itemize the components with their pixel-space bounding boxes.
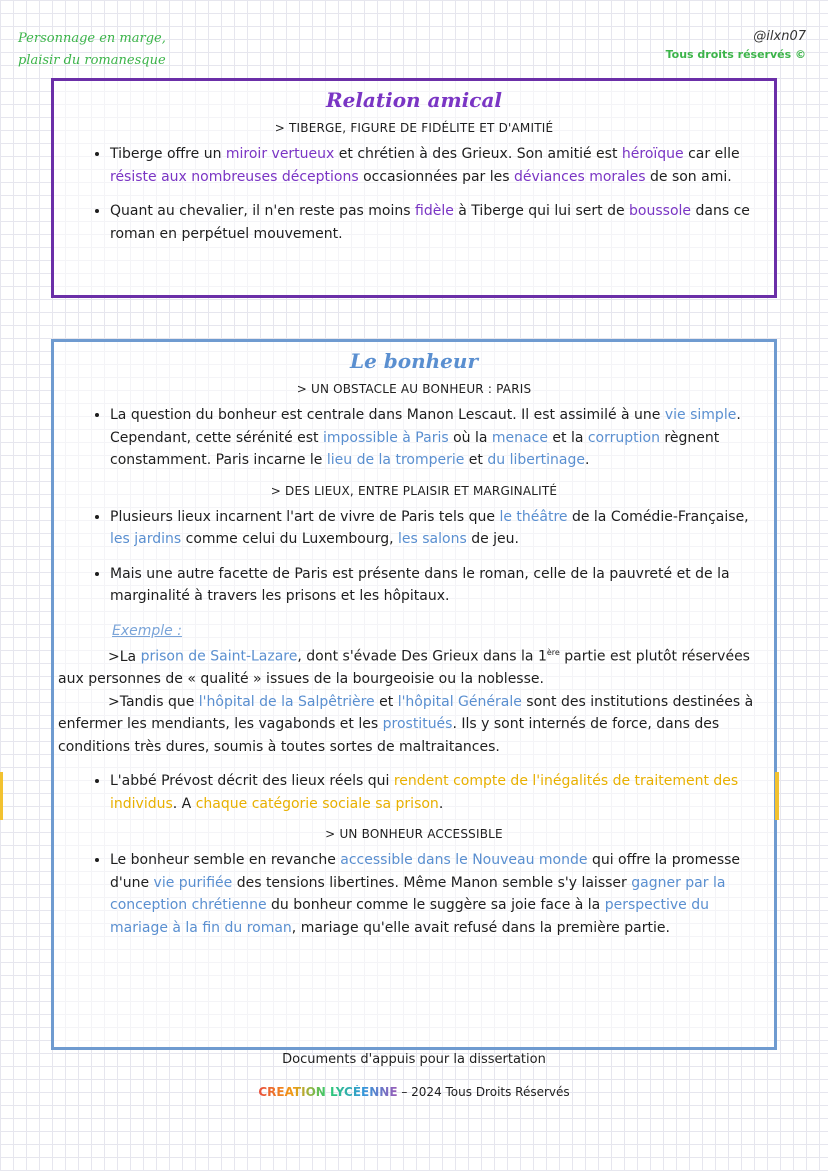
example-block	[54, 620, 774, 759]
bullet-list	[54, 143, 774, 245]
section-subtitle: > TIBERGE, FIGURE DE FIDÉLITE ET D'AMITIÉ	[274, 121, 554, 135]
section-title: Relation amical	[325, 88, 503, 112]
brand-name: CREATION LYCÉENNE	[258, 1085, 398, 1099]
footer-copyright: – 2024 Tous Droits Réservés	[397, 1085, 570, 1099]
example-label: Exemple :	[112, 622, 182, 639]
section-subtitle: > UN OBSTACLE AU BONHEUR : PARIS	[296, 382, 532, 396]
header-subject-line1: Personnage en marge,	[18, 31, 166, 46]
section-subtitle: > UN BONHEUR ACCESSIBLE	[325, 827, 503, 842]
section-subtitle: > DES LIEUX, ENTRE PLAISIR ET MARGINALITÉ	[270, 483, 558, 498]
list-item: • Plusieurs lieux incarnent l'art de vivre de Paris tels que le théâtre de la Comédie-Française, les jardins comme celui du Luxembourg, les salons de jeu.	[110, 506, 762, 551]
footer-brand-line	[0, 1085, 828, 1099]
header-subject	[18, 28, 166, 72]
author-handle: @ilxn07	[753, 29, 806, 44]
example-paragraph: >Tandis que l'hôpital de la Salpêtrière et l'hôpital Générale sont des institutions destinées à enfermer les mendiants, les vagabonds et les prostitués. Ils y sont internés de force, dans des conditions très dures, soumis à toutes sortes de maltraitances.	[58, 693, 754, 755]
bullet-list	[54, 404, 774, 472]
footer-note: Documents d'appuis pour la dissertation	[282, 1052, 546, 1067]
section-title: Le bonheur	[350, 349, 478, 373]
list-item: • Mais une autre facette de Paris est présente dans le roman, celle de la pauvreté et de la marginalité à travers les prisons et les hôpitaux.	[110, 563, 762, 608]
header-credits	[666, 28, 806, 64]
list-item: • La question du bonheur est centrale dans Manon Lescaut. Il est assimilé à une vie simple. Cependant, cette sérénité est impossible à Paris où la menace et la corruption règnent constamment. Paris incarne le lieu de la tromperie et du libertinage.	[110, 404, 762, 472]
rights-notice: Tous droits réservés ©	[665, 48, 806, 61]
section-le-bonheur	[51, 339, 777, 1050]
list-item: • Quant au chevalier, il n'en reste pas moins fidèle à Tiberge qui lui sert de boussole dans ce roman en perpétuel mouvement.	[110, 200, 762, 245]
header-subject-line2: plaisir du romanesque	[18, 53, 166, 68]
section-relation-amical	[51, 78, 777, 298]
bullet-list	[54, 770, 774, 815]
example-paragraph: >La prison de Saint-Lazare, dont s'évade Des Grieux dans la 1ère partie est plutôt réservées aux personnes de « qualité » issues de la bourgeoisie ou la noblesse.	[58, 648, 750, 688]
bullet-list	[54, 849, 774, 939]
list-item: • L'abbé Prévost décrit des lieux réels qui rendent compte de l'inégalités de traitement des individus. A chaque catégorie sociale sa prison.	[110, 770, 762, 815]
list-item: • Tiberge offre un miroir vertueux et chrétien à des Grieux. Son amitié est héroïque car elle résiste aux nombreuses déceptions occasionnées par les déviances morales de son ami.	[110, 143, 762, 188]
list-item: • Le bonheur semble en revanche accessible dans le Nouveau monde qui offre la promesse d'une vie purifiée des tensions libertines. Même Manon semble s'y laisser gagner par la conception chrétienne du bonheur comme le suggère sa joie face à la perspective du mariage à la fin du roman, mariage qu'elle avait refusé dans la première partie.	[110, 849, 762, 939]
bullet-list	[54, 506, 774, 608]
